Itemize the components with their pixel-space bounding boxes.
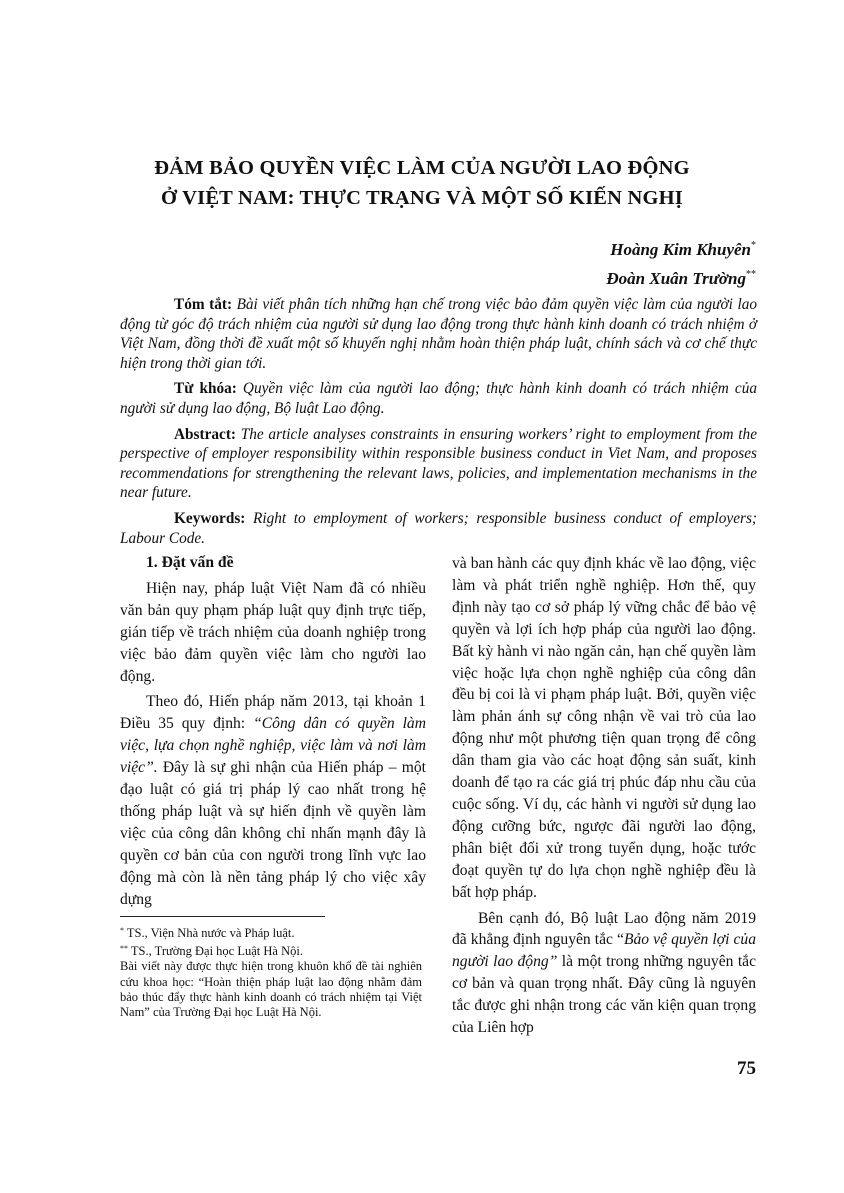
page-number: 75 [737, 1058, 756, 1079]
tukhoa-label: Từ khóa: [174, 380, 237, 398]
body-paragraph-1: Hiện nay, pháp luật Việt Nam đã có nhiều văn bản quy phạm pháp luật quy định trực tiếp, gián tiếp về trách nhiệm của doanh nghiệp trong việc bảo đảm quyền việc làm cho người lao động. [120, 579, 426, 685]
abstract-block [120, 295, 757, 554]
body-paragraph-2 [120, 691, 426, 910]
keywords-paragraph [120, 509, 757, 548]
abstract-label: Abstract: [174, 425, 237, 443]
author-2 [606, 262, 756, 291]
footnote-1-mark: * [120, 926, 124, 935]
tukhoa-paragraph [120, 379, 757, 418]
abstract-paragraph [120, 425, 757, 503]
tomtat-label: Tóm tắt: [174, 296, 233, 313]
constitution-quote: “Công dân có quyền làm việc, lựa chọn nghề nghiệp, việc làm và nơi làm việc”. [120, 715, 426, 777]
p4-start: Bên cạnh đó, Bộ luật Lao động năm 2019 đã khẳng định nguyên tắc “ [452, 909, 756, 949]
footnote-1 [120, 923, 422, 941]
body-paragraph-4 [452, 908, 756, 1039]
title-line-2: Ở VIỆT NAM: THỰC TRẠNG VÀ MỘT SỐ KIẾN NGHỊ [161, 187, 683, 209]
author-1-name: Hoàng Kim Khuyên [610, 240, 751, 259]
footnotes [120, 923, 422, 1020]
abstract-text: The article analyses constraints in ensuring workers’ right to employment from the perspective of employer responsibility within responsible business conduct in Viet Nam, and proposes recommendations for strengthening the relevant laws, policies, and implementation mechanisms in the near future. [120, 425, 757, 502]
p2-start: Theo đó, Hiến pháp năm 2013, tại khoản 1 Điều 35 quy định: [120, 693, 426, 733]
author-2-name: Đoàn Xuân Trường [606, 269, 746, 288]
author-1 [606, 233, 756, 262]
author-list [606, 233, 756, 291]
section-heading: 1. Đặt vấn đề [146, 554, 234, 571]
tomtat-paragraph [120, 295, 757, 373]
body-paragraph-continued: và ban hành các quy định khác về lao động, việc làm và phát triển nghề nghiệp. Hơn thế, quy định này tạo cơ sở pháp lý vững chắc để bảo vệ quyền và lợi ích hợp pháp của người lao động. Bất kỳ hành vi nào ngăn cản, hạn chế quyền làm việc hoặc lựa chọn nghề nghiệp của công dân đều bị coi là vi phạm pháp luật. Bởi, quyền việc làm phản ánh sự công nhận về vai trò của lao động như một phương tiện quan trọng để công dân tham gia vào các hoạt động sản suất, kinh doanh để tạo ra các giá trị phúc đáp nhu cầu của cuộc sống. Ví dụ, các hành vi người sử dụng lao động cưỡng bức, ngược đãi người lao động, phân biệt đối xử trong tuyển dụng, hoặc tước đoạt quyền tự do lựa chọn nghề nghiệp đều là bất hợp pháp. [452, 555, 756, 901]
p2-rest: Đây là sự ghi nhận của Hiến pháp – một đạo luật có giá trị pháp lý cao nhất trong hệ thống pháp luật và sự hiến định về quyền làm việc của công dân không chỉ nhấn mạnh đây là quyền cơ bản của con người trong lĩnh vực lao động mà còn là nền tảng pháp lý cho việc xây dựng [120, 759, 426, 908]
footnote-2-text: TS., Trường Đại học Luật Hà Nội. [128, 944, 303, 959]
right-column [452, 553, 756, 1043]
footnote-2-mark: ** [120, 944, 128, 954]
tukhoa-text: Quyền việc làm của người lao động; thực hành kinh doanh có trách nhiệm của người sử dụng lao động, Bộ luật Lao động. [120, 380, 757, 417]
keywords-text: Right to employment of workers; responsible business conduct of employers; Labour Code. [120, 509, 757, 547]
keywords-label: Keywords: [174, 509, 246, 527]
labour-code-quote: Bảo vệ quyền lợi của người lao động” [452, 931, 756, 971]
footnote-divider [120, 916, 325, 917]
footnote-1-text: TS., Viện Nhà nước và Pháp luật. [124, 926, 295, 940]
author-1-mark: * [751, 240, 756, 251]
footnote-2 [120, 941, 422, 959]
tomtat-text: Bài viết phân tích những hạn chế trong việc bảo đảm quyền việc làm của người lao động từ góc độ trách nhiệm của người sử dụng lao động trong thực hành kinh doanh có trách nhiệm ở Việt Nam, đồng thời đề xuất một số khuyến nghị nhằm hoàn thiện pháp luật, chính sách và cơ chế thực hiện trong thời gian tới. [120, 296, 757, 372]
left-column [120, 552, 426, 915]
title-line-1: ĐẢM BẢO QUYỀN VIỆC LÀM CỦA NGƯỜI LAO ĐỘNG [154, 157, 690, 179]
author-2-mark: ** [746, 269, 756, 280]
p4-rest: là một trong những nguyên tắc cơ bản và quan trọng nhất. Đây cũng là nguyên tắc được ghi nhận trong các văn kiện quan trọng của Liên hợp [452, 953, 756, 1037]
article-title [100, 153, 744, 213]
footnote-3: Bài viết này được thực hiện trong khuôn khổ đề tài nghiên cứu khoa học: “Hoàn thiện pháp luật lao động nhằm đảm bảo thúc đẩy thực hành kinh doanh có trách nhiệm tại Việt Nam” của Trường Đại học Luật Hà Nội. [120, 959, 422, 1020]
